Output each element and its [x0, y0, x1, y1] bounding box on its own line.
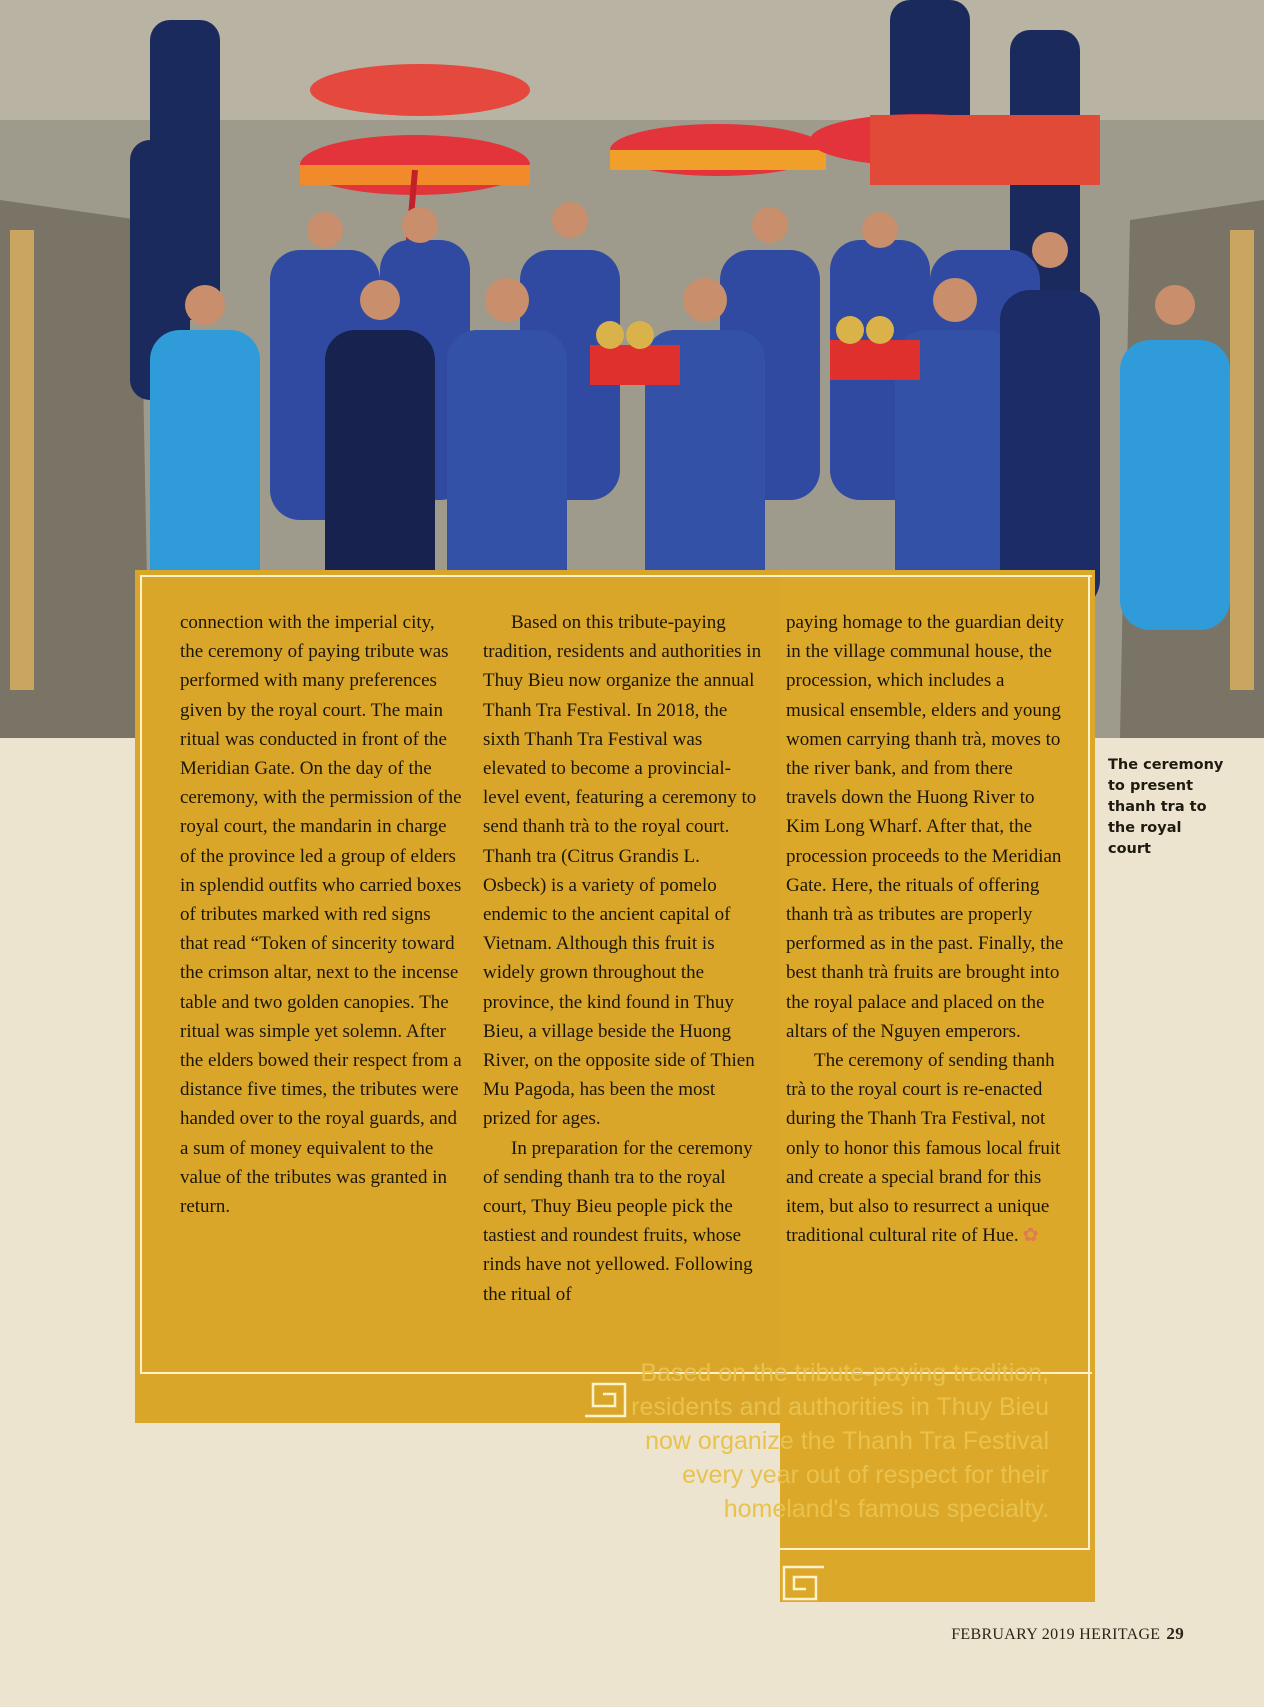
frame-outline-bottom-right [780, 1548, 1090, 1550]
page-footer [951, 1624, 1184, 1644]
article-column-1 [180, 608, 462, 1309]
article-column-3 [786, 608, 1068, 1309]
paragraph: paying homage to the guardian deity in the village communal house, the procession, which includes a musical ensemble, elders and young women carrying thanh trà, moves to the river bank, and from there travels down the Huong River to Kim Long Wharf. After that, the procession proceeds to the Meridian Gate. Here, the rituals of offering thanh trà as tributes are properly performed as in the past. Finally, the best thanh trà fruits are brought into the royal palace and placed on the altars of the Nguyen emperors. [786, 612, 1065, 1042]
issue-label: FEBRUARY 2019 HERITAGE [951, 1626, 1161, 1643]
article-body [180, 608, 1089, 1309]
article-column-2 [483, 608, 765, 1309]
paragraph: In preparation for the ceremony of sending thanh tra to the royal court, Thuy Bieu people pick the tastiest and roundest fruits, whose rinds have not yellowed. Following the ritual of [483, 1137, 753, 1305]
page-number: 29 [1166, 1624, 1184, 1643]
photo-caption: The ceremony to present thanh tra to the royal court [1108, 757, 1224, 857]
paragraph: connection with the imperial city, the ceremony of paying tribute was performed with many preferences given by the royal court. The main ritual was conducted in front of the Meridian Gate. On the day of the ceremony, with the permission of the royal court, the mandarin in charge of the province led a group of elders in splendid outfits who carried boxes of tributes marked with red signs that read “Token of sincerity toward the crimson altar, next to the incense table and two golden canopies. The ritual was simple yet solemn. After the elders bowed their respect from a distance five times, the tributes were handed over to the royal guards, and a sum of money equivalent to the value of the tributes was granted in return. [180, 612, 462, 1218]
end-mark-icon: ✿ [1022, 1225, 1039, 1247]
spiral-ornament [782, 1565, 826, 1601]
paragraph-text: The ceremony of sending thanh trà to the royal court is re-enacted during the Thanh Tra Festival, not only to honor this famous local fruit and create a special brand for this item, but also to resurrect a unique traditional cultural rite of Hue. [786, 1050, 1061, 1247]
paragraph [786, 1046, 1068, 1250]
pull-quote: Based on the tribute-paying tradition, residents and authorities in Thuy Bieu now organize the Thanh Tra Festival every year out of respect for their homeland's famous specialty. [631, 1359, 1049, 1523]
paragraph: Based on this tribute-paying tradition, residents and authorities in Thuy Bieu now organize the annual Thanh Tra Festival. In 2018, the sixth Thanh Tra Festival was elevated to become a provincial-level event, featuring a ceremony to send thanh trà to the royal court. Thanh tra (Citrus Grandis L. Osbeck) is a variety of pomelo endemic to the ancient capital of Vietnam. Although this fruit is widely grown throughout the province, the kind found in Thuy Bieu, a village beside the Huong River, on the opposite side of Thien Mu Pagoda, has been the most prized for ages. [483, 612, 762, 1130]
